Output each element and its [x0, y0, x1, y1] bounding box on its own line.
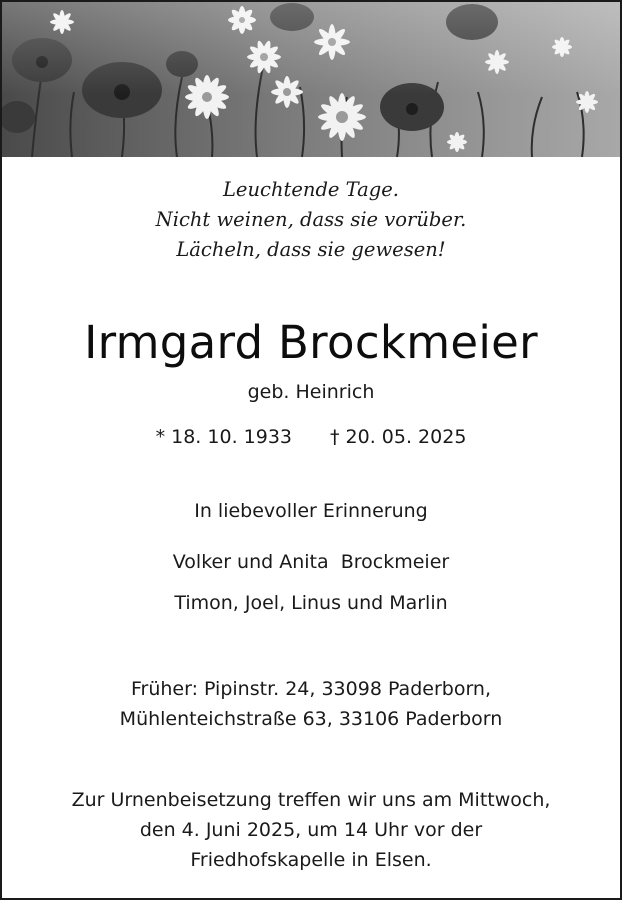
memorial-text: In liebevoller Erinnerung — [194, 500, 428, 522]
birth-date: * 18. 10. 1933 — [155, 426, 292, 448]
flower-banner-image — [2, 2, 620, 157]
address-line: Mühlenteichstraße 63, 33106 Paderborn — [119, 708, 503, 730]
deceased-name: Irmgard Brockmeier — [84, 316, 538, 369]
family-line: Volker und Anita Brockmeier — [172, 551, 450, 573]
burial-line: den 4. Juni 2025, um 14 Uhr vor der — [139, 819, 483, 841]
life-dates — [2, 426, 620, 448]
birth-name: geb. Heinrich — [247, 381, 375, 403]
quote-line: Lächeln, dass sie gewesen! — [176, 238, 446, 261]
former-address — [2, 674, 620, 734]
death-date: † 20. 05. 2025 — [330, 426, 467, 448]
memorial-quote — [2, 175, 620, 265]
family-line: Timon, Joel, Linus und Marlin — [174, 592, 448, 614]
burial-line: Friedhofskapelle in Elsen. — [190, 849, 432, 871]
quote-line: Nicht weinen, dass sie vorüber. — [155, 208, 467, 231]
burial-notice — [2, 785, 620, 875]
quote-line: Leuchtende Tage. — [222, 178, 400, 201]
address-line: Früher: Pipinstr. 24, 33098 Paderborn, — [130, 678, 492, 700]
burial-line: Zur Urnenbeisetzung treffen wir uns am Mittwoch, — [71, 789, 551, 811]
